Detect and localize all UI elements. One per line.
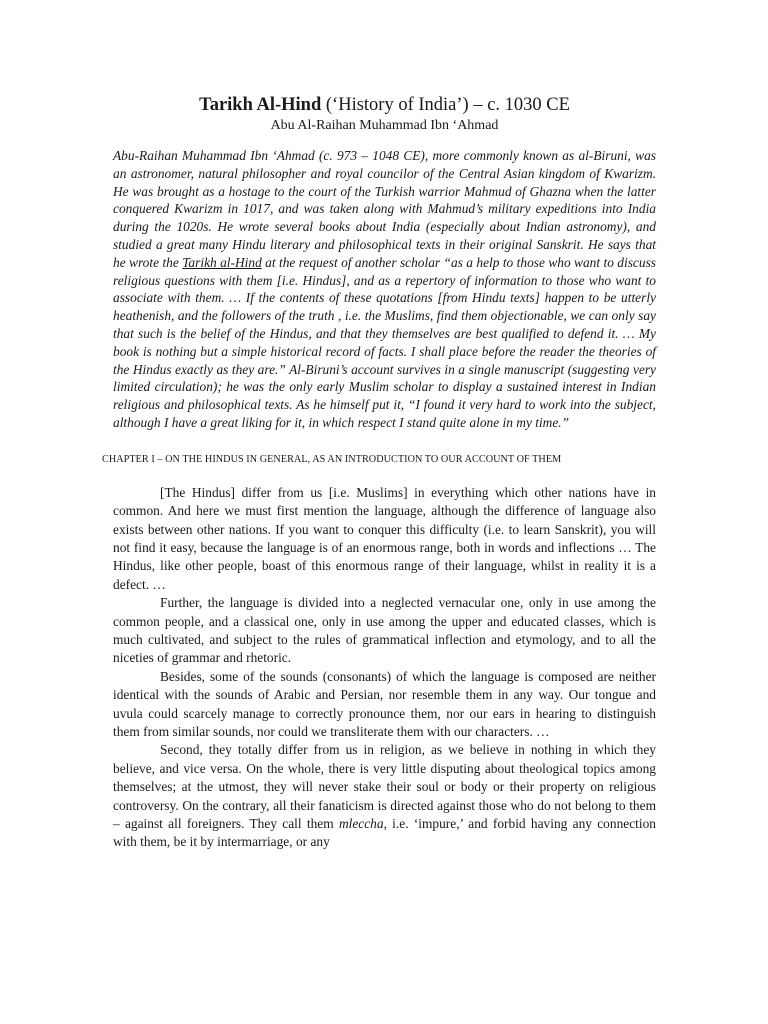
intro-title-reference: Tarikh al-Hind [182, 254, 262, 270]
intro-text-after: at the request of another scholar “as a help to those who want to discuss religious questions with them [i.e. Hindus], and as a repertory of information to those who want to associate with them. … If the contents of these quotations [from Hindu texts] happen to be utterly heathenish, and the followers of the truth , i.e. the Muslims, find them objectionable, we can only say that such is the belief of the Hindus, and that they themselves are best qualified to defend it. … My book is nothing but a simple historical record of facts. I shall place before the reader the theories of the Hindus exactly as they are.” Al-Biruni’s account survives in a single manuscript (suggesting very limited circulation); he was the only early Muslim scholar to display a sustained interest in Indian religious and philosophical texts. As he himself put it, “I found it very hard to work into the subject, although I have a great liking for it, in which respect I stand quite alone in my time.” [113, 254, 656, 430]
intro-paragraph [113, 147, 656, 432]
document-page [102, 93, 656, 852]
intro-text-before: Abu-Raihan Muhammad Ibn ‘Ahmad (c. 973 – 1048 CE), more commonly known as al-Biruni, was an astronomer, natural philosopher and royal councilor of the Central Asian kingdom of Kwarizm. He was brought as a hostage to the court of the Turkish warrior Mahmud of Ghazna when the latter conquered Kwarizm in 1017, and was taken along with Mahmud’s military expeditions into India during the 1020s. He wrote several books about India (especially about Indian astronomy), and studied a great many Hindu literary and philosophical texts in their original Sanskrit. He says that he wrote the [113, 148, 656, 270]
document-title [113, 93, 656, 117]
body-paragraph-3: Besides, some of the sounds (consonants) of which the language is composed are neither identical with the sounds of Arabic and Persian, nor resemble them in any way. Our tongue and uvula could scarcely manage to correctly pronounce them, nor our ears in hearing to distinguish them from similar sounds, nor could we transliterate them with our characters. … [113, 668, 656, 740]
chapter-heading: CHAPTER I – ON THE HINDUS IN GENERAL, AS AN INTRODUCTION TO OUR ACCOUNT OF THEM [102, 453, 562, 465]
body-paragraph-1: [The Hindus] differ from us [i.e. Muslims] in everything which other nations have in common. And here we must first mention the language, although the difference of language also exists between other nations. If you want to conquer this difficulty (i.e. to learn Sanskrit), you will not find it easy, because the language is of an enormous range, both in words and inflections … The Hindus, like other people, boast of this enormous range of their language, whilst in reality it is a defect. … [113, 484, 656, 592]
body-paragraph-2: Further, the language is divided into a neglected vernacular one, only in use among the common people, and a classical one, only in use among the upper and educated classes, which is much cultivated, and subject to the rules of grammatical inflection and etymology, and to all the niceties of grammar and rhetoric. [113, 595, 656, 666]
p4-text-after: , i.e. ‘impure,’ and forbid having any connection with them, be it by intermarriage, or any [113, 816, 656, 850]
p4-term-mleccha: mleccha [338, 816, 384, 832]
p4-text-before: Second, they totally differ from us in religion, as we believe in nothing in which they believe, and vice versa. On the whole, there is very little disputing about theological topics among themselves; at the utmost, they will never stake their soul or body or their property on religious controversy. On the contrary, all their fanaticism is directed against those who do not belong to them – against all foreigners. They call them [113, 742, 656, 832]
title-subtitle: (‘History of India’) – c. 1030 CE [321, 95, 570, 115]
body-paragraph-4 [113, 741, 656, 851]
author-line: Abu Al-Raihan Muhammad Ibn ‘Ahmad [270, 118, 499, 133]
title-bold: Tarikh Al-Hind [199, 95, 322, 115]
